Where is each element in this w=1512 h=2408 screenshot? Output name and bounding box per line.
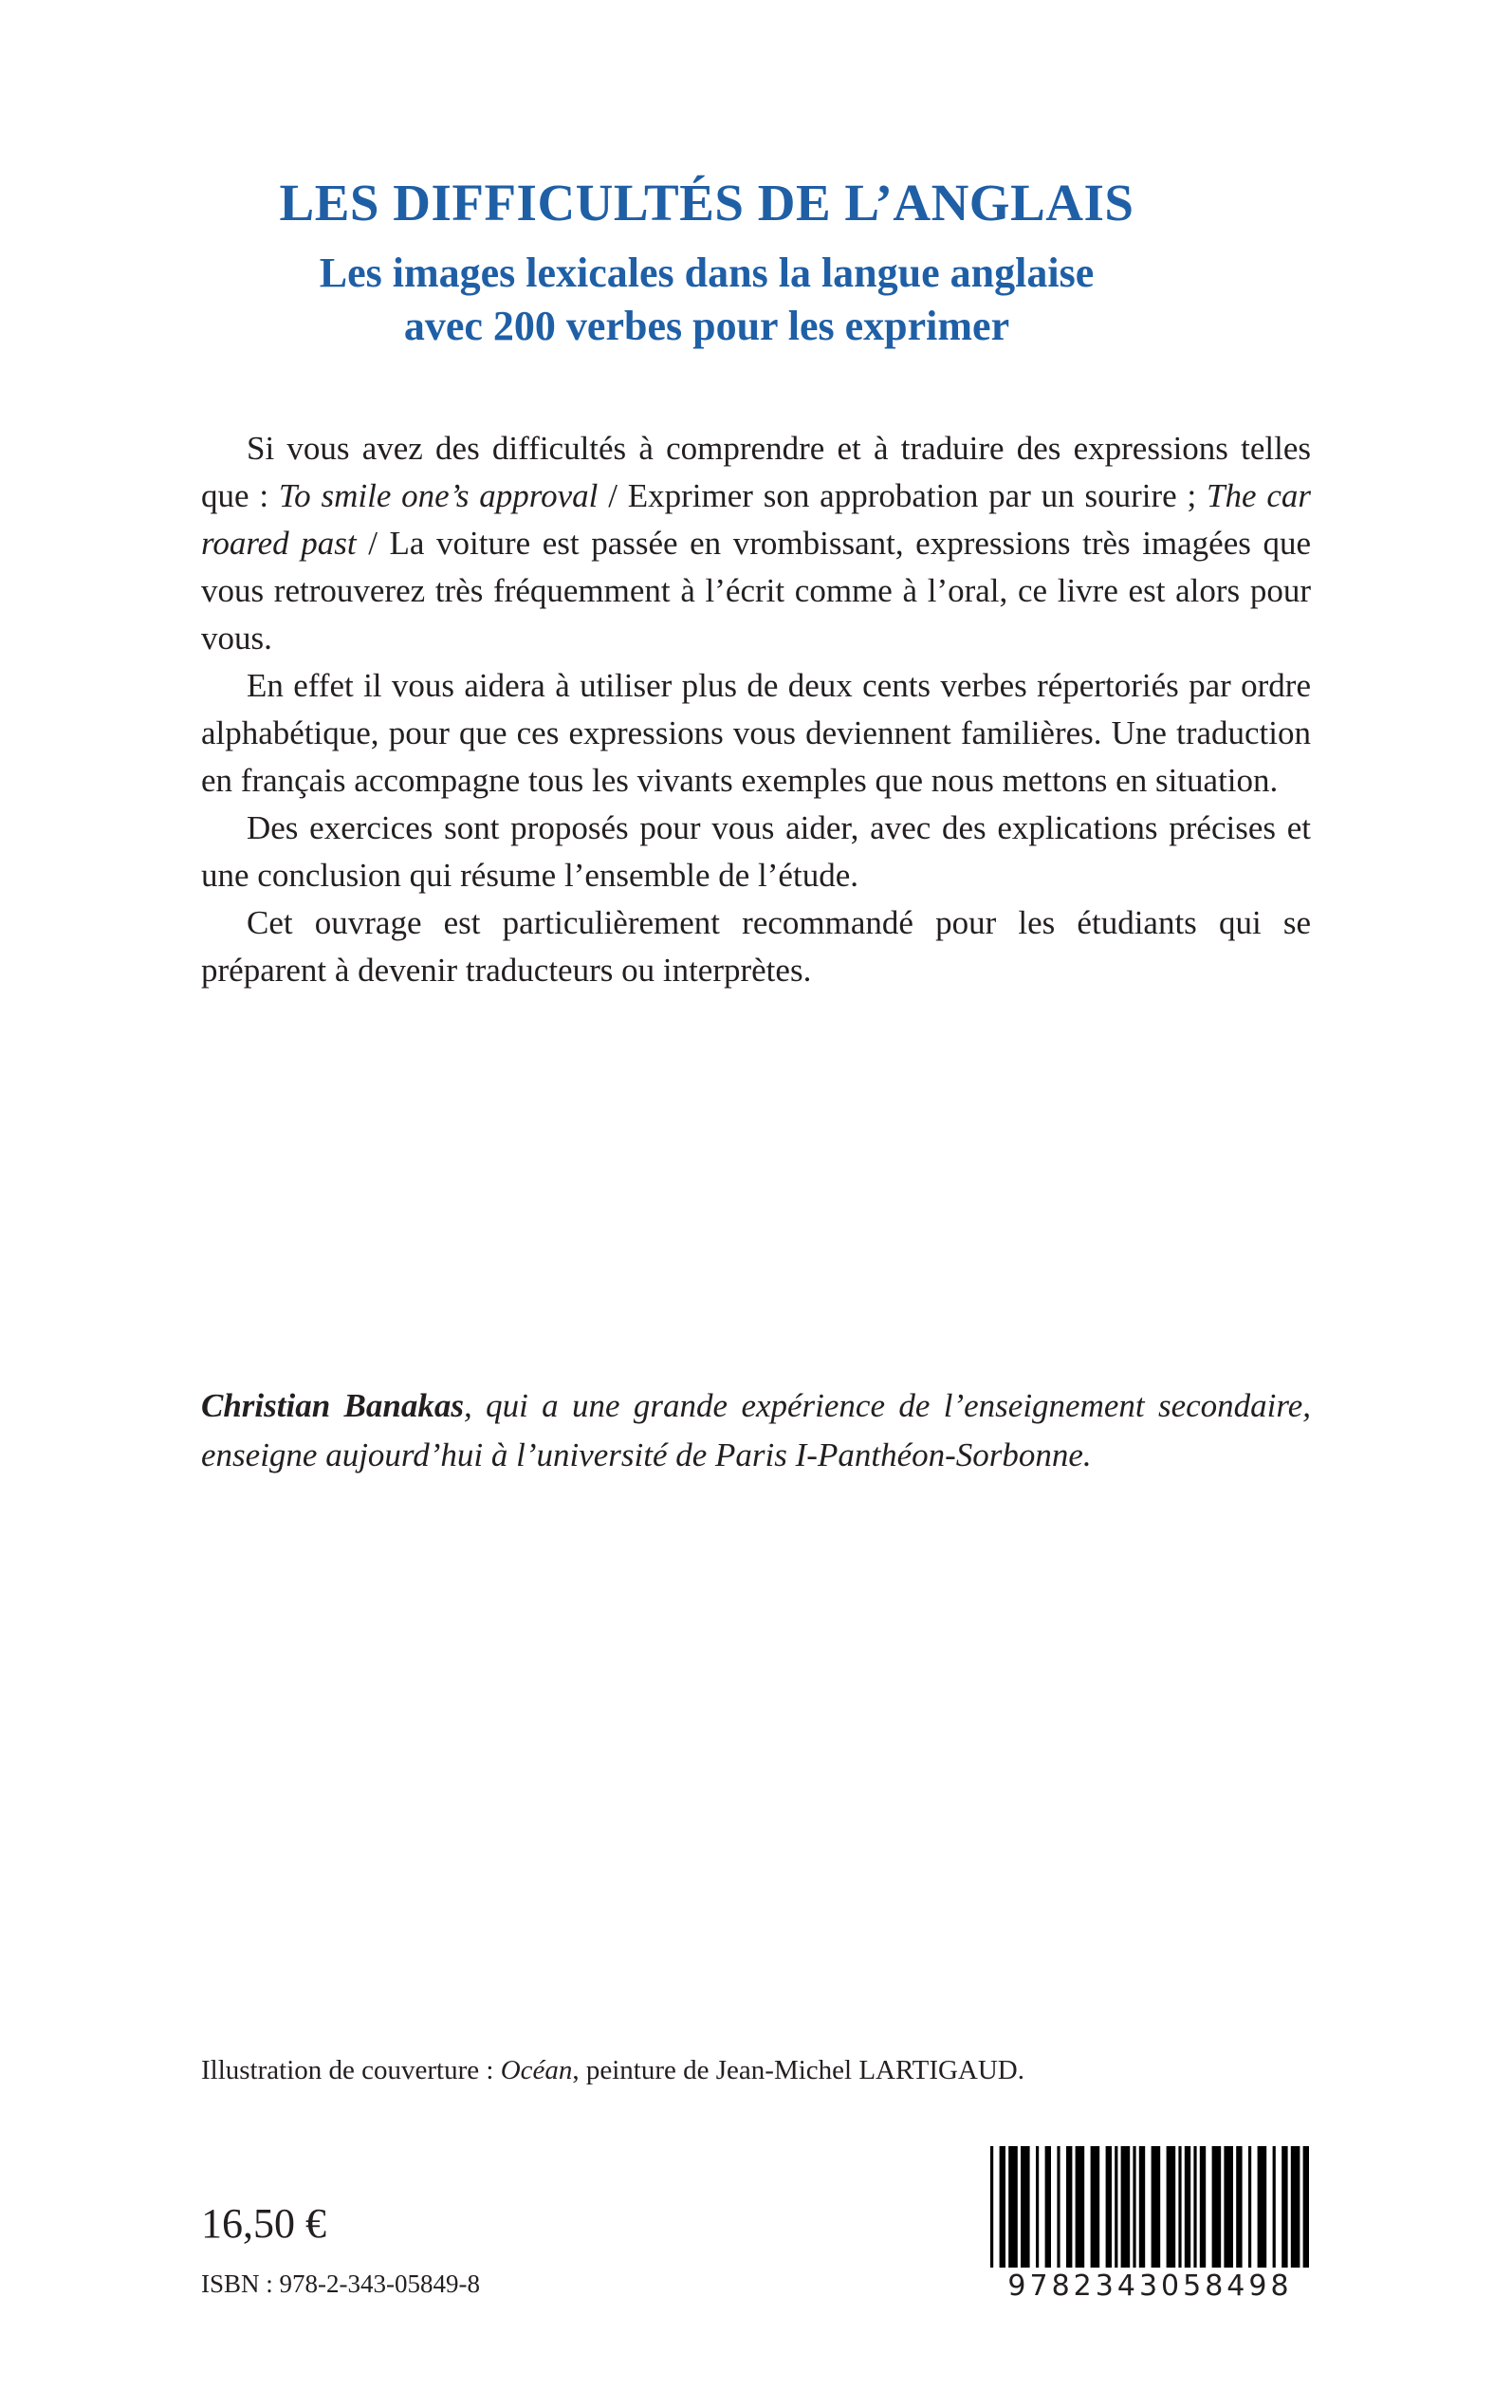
barcode	[986, 2146, 1314, 2336]
barcode-bar	[1139, 2146, 1145, 2269]
credit-suffix: , peinture de Jean-Michel LARTIGAUD.	[572, 2055, 1024, 2085]
barcode-bar	[1115, 2146, 1117, 2269]
barcode-bar	[1066, 2146, 1072, 2269]
barcode-bar	[1121, 2146, 1131, 2269]
barcode-bar	[1106, 2146, 1112, 2269]
description-paragraph-2: En effet il vous aidera à utiliser plus de deux cents verbes répertoriés par ordre alphabétique, pour que ces expressions vous deviennent familières. Une traduction en français accompagne tous les vivants exemples que nous mettons en situation.	[201, 667, 1311, 799]
description-paragraph-1	[201, 425, 1311, 662]
description-paragraph-3: Des exercices sont proposés pour vous aider, avec des explications précises et une conclusion qui résume l’ensemble de l’étude.	[201, 809, 1311, 894]
barcode-bar	[1152, 2146, 1161, 2269]
barcode-bar	[1076, 2146, 1085, 2269]
barcode-number: 9782343058498	[986, 2268, 1314, 2306]
barcode-bar	[1167, 2146, 1176, 2269]
p1-text-c: / La voiture est passée en vrombissant, expressions très imagées que vous retrouverez très fréquemment à l’écrit comme à l’oral, ce livre est alors pour vous.	[201, 525, 1311, 657]
book-subtitle-line-1: Les images lexicales dans la langue anglaise	[319, 250, 1095, 296]
price: 16,50 €	[201, 2200, 326, 2247]
barcode-bar	[1303, 2146, 1309, 2269]
book-title: LES DIFFICULTÉS DE L’ANGLAIS	[279, 174, 1134, 232]
p1-text-b: / Exprimer son approbation par un sourire ;	[598, 477, 1208, 514]
barcode-bar	[1057, 2146, 1060, 2269]
author-bio-text: , qui a une grande expérience de l’enseignement secondaire, enseigne aujourd’hui à l’université de Paris I-Panthéon-Sorbonne.	[201, 1387, 1311, 1473]
barcode-bar	[1185, 2146, 1190, 2269]
barcode-bar	[1236, 2146, 1242, 2269]
barcode-bar	[1091, 2146, 1100, 2269]
barcode-bar	[1178, 2146, 1181, 2269]
p1-example-1: To smile one’s approval	[278, 477, 599, 514]
isbn: ISBN : 978-2-343-05849-8	[201, 2269, 480, 2298]
barcode-bar	[990, 2146, 993, 2269]
barcode-bar	[1282, 2146, 1287, 2269]
credit-prefix: Illustration de couverture :	[201, 2055, 501, 2085]
barcode-bar	[1133, 2146, 1135, 2269]
barcode-bar	[1248, 2146, 1251, 2269]
description	[201, 425, 1311, 994]
cover-credit	[201, 2055, 1245, 2086]
barcode-bar	[1273, 2146, 1276, 2269]
barcode-bar	[1193, 2146, 1196, 2269]
barcode-bar	[1291, 2146, 1300, 2269]
p1-example-2: The car roared past	[201, 477, 1312, 562]
author-name: Christian Banakas	[201, 1387, 464, 1424]
barcode-bar	[1212, 2146, 1222, 2269]
barcode-bars	[986, 2146, 1314, 2269]
barcode-bar	[1036, 2146, 1039, 2269]
barcode-bar	[1258, 2146, 1267, 2269]
description-paragraph-4: Cet ouvrage est particulièrement recommandé pour les étudiants qui se préparent à devenir traducteurs ou interprètes.	[201, 904, 1311, 989]
barcode-bar	[1000, 2146, 1005, 2269]
barcode-bar	[1224, 2146, 1233, 2269]
barcode-bar	[1008, 2146, 1018, 2269]
book-subtitle-line-2: avec 200 verbes pour les exprimer	[403, 303, 1010, 349]
credit-work-title: Océan	[500, 2055, 573, 2085]
p1-text-a: Si vous avez des difficultés à comprendre et à traduire des expressions telles que :	[201, 430, 1311, 514]
barcode-bar	[1045, 2146, 1051, 2269]
barcode-bar	[1200, 2146, 1206, 2269]
barcode-bar	[1021, 2146, 1030, 2269]
author-bio	[201, 1381, 1311, 1480]
